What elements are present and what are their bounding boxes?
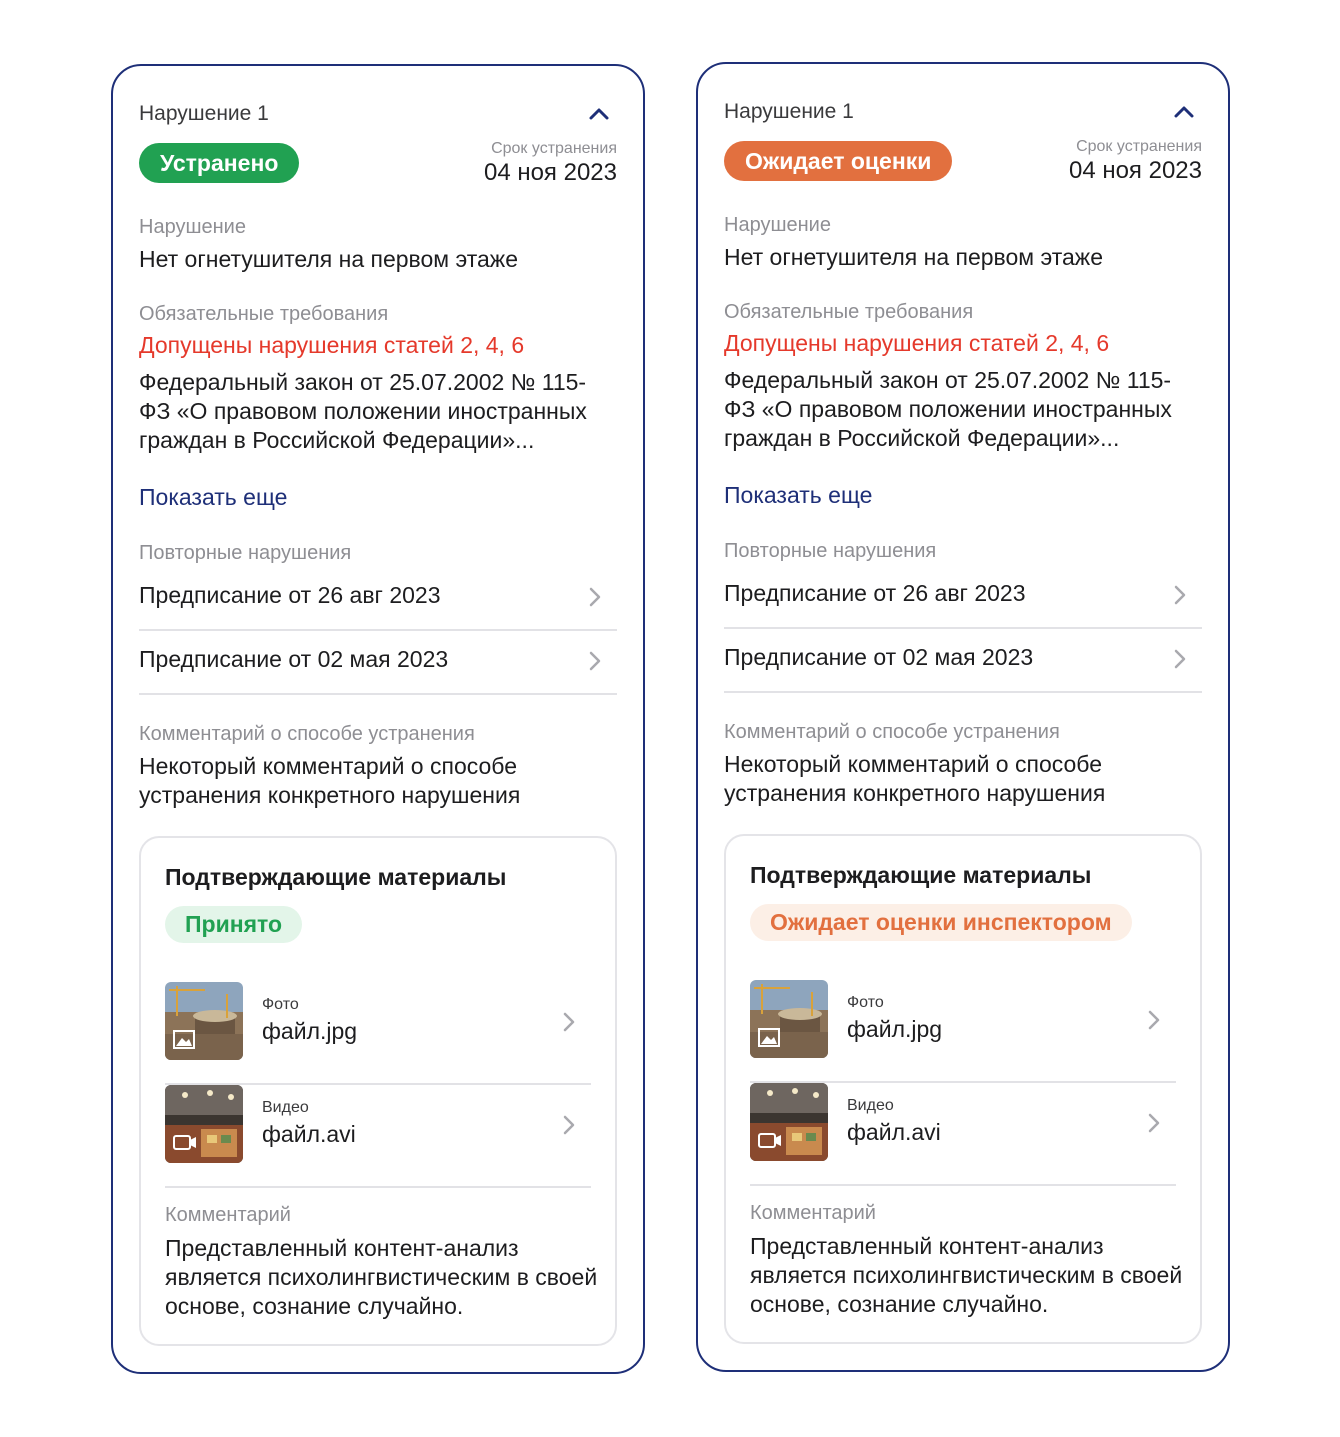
violation-header-title: Нарушение 1 [139, 102, 269, 125]
file-row-photo[interactable] [750, 980, 1176, 1083]
file-row-photo[interactable] [165, 982, 591, 1085]
chevron-right-icon [585, 649, 605, 673]
file-type: Фото [262, 996, 299, 1013]
chevron-right-icon [1144, 1008, 1164, 1032]
violation-card [696, 62, 1230, 1372]
comment-method-label: Комментарий о способе устранения [139, 723, 475, 745]
requirements-law-text: Федеральный закон от 25.07.2002 № 115-ФЗ «О правовом положении иностранных граждан в Российской Федерации»... [724, 367, 1172, 451]
file-name: файл.avi [262, 1121, 356, 1147]
file-type: Фото [847, 994, 884, 1011]
file-type: Видео [262, 1099, 309, 1116]
show-more-link[interactable]: Показать еще [724, 482, 873, 508]
comment-method-text: Некоторый комментарий о способе устранения конкретного нарушения [724, 751, 1106, 806]
repeat-violation-text: Предписание от 02 мая 2023 [724, 644, 1034, 670]
chevron-right-icon [1170, 647, 1190, 671]
chevron-right-icon [585, 585, 605, 609]
repeat-violation-text: Предписание от 26 авг 2023 [724, 580, 1026, 606]
comment-label: Комментарий [165, 1204, 291, 1226]
violation-value: Нет огнетушителя на первом этаже [139, 246, 518, 272]
violation-label: Нарушение [139, 216, 246, 238]
chevron-up-icon[interactable] [587, 102, 611, 126]
repeat-violation-row[interactable] [724, 629, 1202, 693]
repeat-violations-label: Повторные нарушения [139, 542, 352, 564]
supporting-materials-panel [724, 834, 1202, 1344]
chevron-right-icon [1170, 583, 1190, 607]
deadline-value: 04 ноя 2023 [1068, 157, 1202, 184]
photo-thumbnail [165, 982, 243, 1060]
file-name: файл.jpg [262, 1018, 358, 1044]
status-badge: Устранено [139, 143, 299, 183]
supporting-materials-panel [139, 836, 617, 1346]
status-badge: Ожидает оценки [724, 141, 952, 181]
repeat-violation-row[interactable] [724, 565, 1202, 629]
deadline-value: 04 ноя 2023 [483, 159, 617, 186]
show-more-link[interactable]: Показать еще [139, 484, 288, 510]
materials-title: Подтверждающие материалы [165, 864, 507, 890]
file-name: файл.jpg [847, 1016, 943, 1042]
file-row-video[interactable] [165, 1085, 591, 1188]
requirements-violated-articles: Допущены нарушения статей 2, 4, 6 [724, 330, 1110, 356]
photo-thumbnail [750, 980, 828, 1058]
video-thumbnail [165, 1085, 243, 1163]
chevron-up-icon[interactable] [1172, 100, 1196, 124]
file-name: файл.avi [847, 1119, 941, 1145]
comment-method-text: Некоторый комментарий о способе устранения конкретного нарушения [139, 753, 521, 808]
violation-label: Нарушение [724, 214, 831, 236]
comment-text: Представленный контент-анализ является психолингвистическим в своей основе, сознание случайно. [750, 1233, 1183, 1317]
repeat-violation-row[interactable] [139, 631, 617, 695]
violation-header-title: Нарушение 1 [724, 100, 854, 123]
repeat-violation-row[interactable] [139, 567, 617, 631]
comment-method-label: Комментарий о способе устранения [724, 721, 1060, 743]
requirements-label: Обязательные требования [724, 301, 974, 323]
chevron-right-icon [559, 1010, 579, 1034]
comment-text: Представленный контент-анализ является психолингвистическим в своей основе, сознание случайно. [165, 1235, 598, 1319]
comment-label: Комментарий [750, 1202, 876, 1224]
repeat-violations-label: Повторные нарушения [724, 540, 937, 562]
requirements-violated-articles: Допущены нарушения статей 2, 4, 6 [139, 332, 525, 358]
deadline-label: Срок устранения [491, 140, 617, 157]
repeat-violation-text: Предписание от 02 мая 2023 [139, 646, 449, 672]
materials-title: Подтверждающие материалы [750, 862, 1092, 888]
chevron-right-icon [1144, 1111, 1164, 1135]
chevron-right-icon [559, 1113, 579, 1137]
file-type: Видео [847, 1097, 894, 1114]
violation-value: Нет огнетушителя на первом этаже [724, 244, 1103, 270]
violation-card [111, 64, 645, 1374]
deadline-label: Срок устранения [1076, 138, 1202, 155]
materials-status-badge: Ожидает оценки инспектором [750, 904, 1132, 941]
video-thumbnail [750, 1083, 828, 1161]
repeat-violation-text: Предписание от 26 авг 2023 [139, 582, 441, 608]
requirements-law-text: Федеральный закон от 25.07.2002 № 115-ФЗ «О правовом положении иностранных граждан в Российской Федерации»... [139, 369, 587, 453]
materials-status-badge: Принято [165, 906, 302, 943]
file-row-video[interactable] [750, 1083, 1176, 1186]
requirements-label: Обязательные требования [139, 303, 389, 325]
